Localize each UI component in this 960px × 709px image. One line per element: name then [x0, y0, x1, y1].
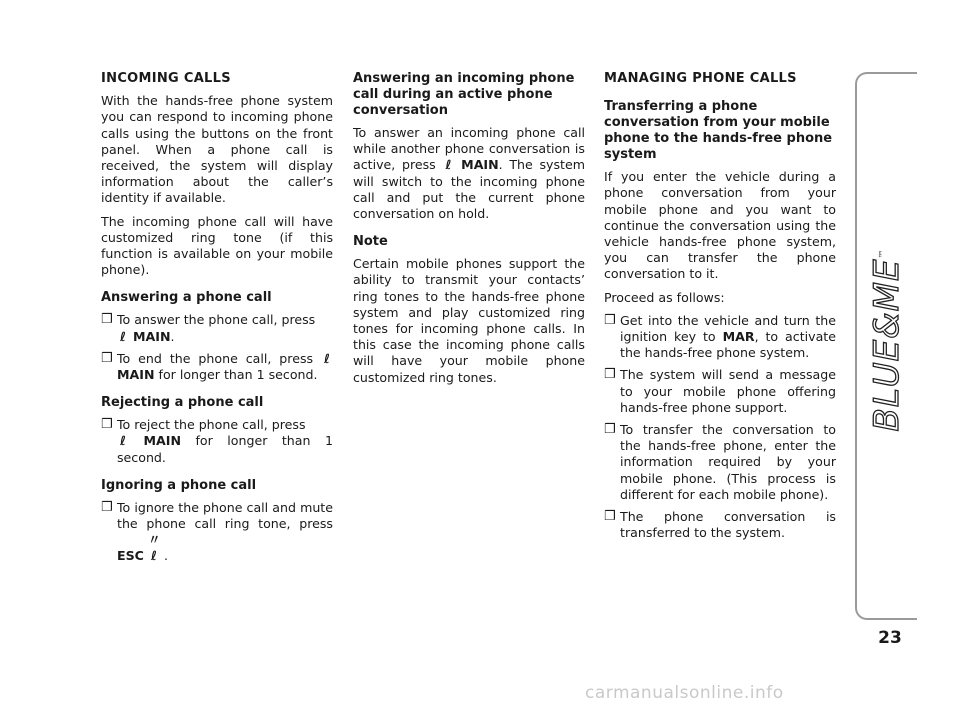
main-key: MAIN [461, 157, 499, 173]
paragraph: The incoming phone call will have customized ring tone (if this function is available on your mobile phone). [101, 213, 333, 278]
paragraph: With the hands-free phone system you can respond to incoming phone calls using the buttons on the front panel. When a phone call is received, the system will display information about the caller’s identity if available. [101, 93, 333, 206]
page-number: 23 [878, 628, 902, 648]
paragraph: To answer an incoming phone call while another phone conversation is active, press ℓ MAIN. The system will switch to the incoming phone call and put the current phone conversation on hold. [353, 125, 586, 222]
subheading-answering: Answering a phone call [101, 290, 272, 306]
column-managing-calls [604, 71, 836, 547]
phone-handset-icon: ℓ [324, 350, 330, 366]
watermark: carmanualsonline.info [585, 683, 784, 703]
blue-and-me-logo: BLUE&ME™ [867, 248, 907, 432]
subheading-note: Note [353, 234, 388, 250]
phone-handset-icon: ℓ [120, 328, 126, 344]
subheading-rejecting: Rejecting a phone call [101, 395, 264, 411]
list-item: ❒ To transfer the conversation to the hands-free phone, enter the information required by your mobile phone. (This process is different for each mobile phone). [604, 422, 836, 502]
list-item: ❒ To answer the phone call, press ℓ MAIN. [101, 312, 316, 344]
checkbox-bullet-icon: ❒ [604, 422, 616, 438]
checkbox-bullet-icon: ❒ [101, 312, 113, 328]
list-item: ❒ The phone conversation is transferred to the system. [604, 509, 836, 541]
paragraph: Certain mobile phones support the ability to transmit your contacts’ ring tones to the hands-free phone system and play customized ring tones for incoming phone calls. In this case the incoming phone calls will have your mobile phone customized ring tones. [353, 256, 585, 385]
checkbox-bullet-icon: ❒ [604, 312, 616, 328]
phone-handset-icon: ℓ [120, 433, 126, 449]
list-item: ❒ To end the phone call, press ℓ MAIN for longer than 1 second. [101, 351, 333, 383]
checkbox-bullet-icon: ❒ [101, 417, 113, 433]
main-key: MAIN [117, 367, 155, 383]
esc-key: ESC [117, 548, 144, 564]
subheading-active-call: Answering an incoming phone call during an active phone conversation [353, 71, 575, 118]
mar-key: MAR [722, 329, 755, 345]
section-title: MANAGING PHONE CALLS [604, 71, 797, 86]
checkbox-bullet-icon: ❒ [101, 499, 113, 515]
phone-hangup-icon: 〃ℓ [147, 532, 161, 564]
column-incoming-calls [101, 71, 333, 571]
paragraph: If you enter the vehicle during a phone conversation from your mobile phone and you want to continue the conversation using the vehicle hands-free phone system, you can transfer the phone conversation to it. [604, 169, 836, 282]
phone-handset-icon: ℓ [445, 157, 452, 173]
checkbox-bullet-icon: ❒ [101, 350, 113, 366]
column-active-call [353, 71, 585, 393]
checkbox-bullet-icon: ❒ [604, 509, 616, 525]
subheading-ignoring: Ignoring a phone call [101, 477, 257, 493]
list-item: ❒ Get into the vehicle and turn the ignition key to MAR, to activate the hands-free phone system. [604, 312, 836, 361]
list-item: ❒ To ignore the phone call and mute the phone call ring tone, press ESC 〃ℓ . [101, 499, 333, 564]
list-item: ❒ To reject the phone call, press ℓ MAIN for longer than 1 second. [101, 417, 333, 465]
paragraph: Proceed as follows: [604, 289, 725, 305]
section-title: INCOMING CALLS [101, 71, 231, 86]
subheading-transfer: Transferring a phone conversation from your mobile phone to the hands-free phone system [604, 99, 833, 163]
main-key: MAIN [143, 433, 181, 449]
checkbox-bullet-icon: ❒ [604, 367, 616, 383]
main-key: MAIN [133, 328, 171, 344]
list-item: ❒ The system will send a message to your mobile phone offering hands-free phone support. [604, 367, 836, 415]
